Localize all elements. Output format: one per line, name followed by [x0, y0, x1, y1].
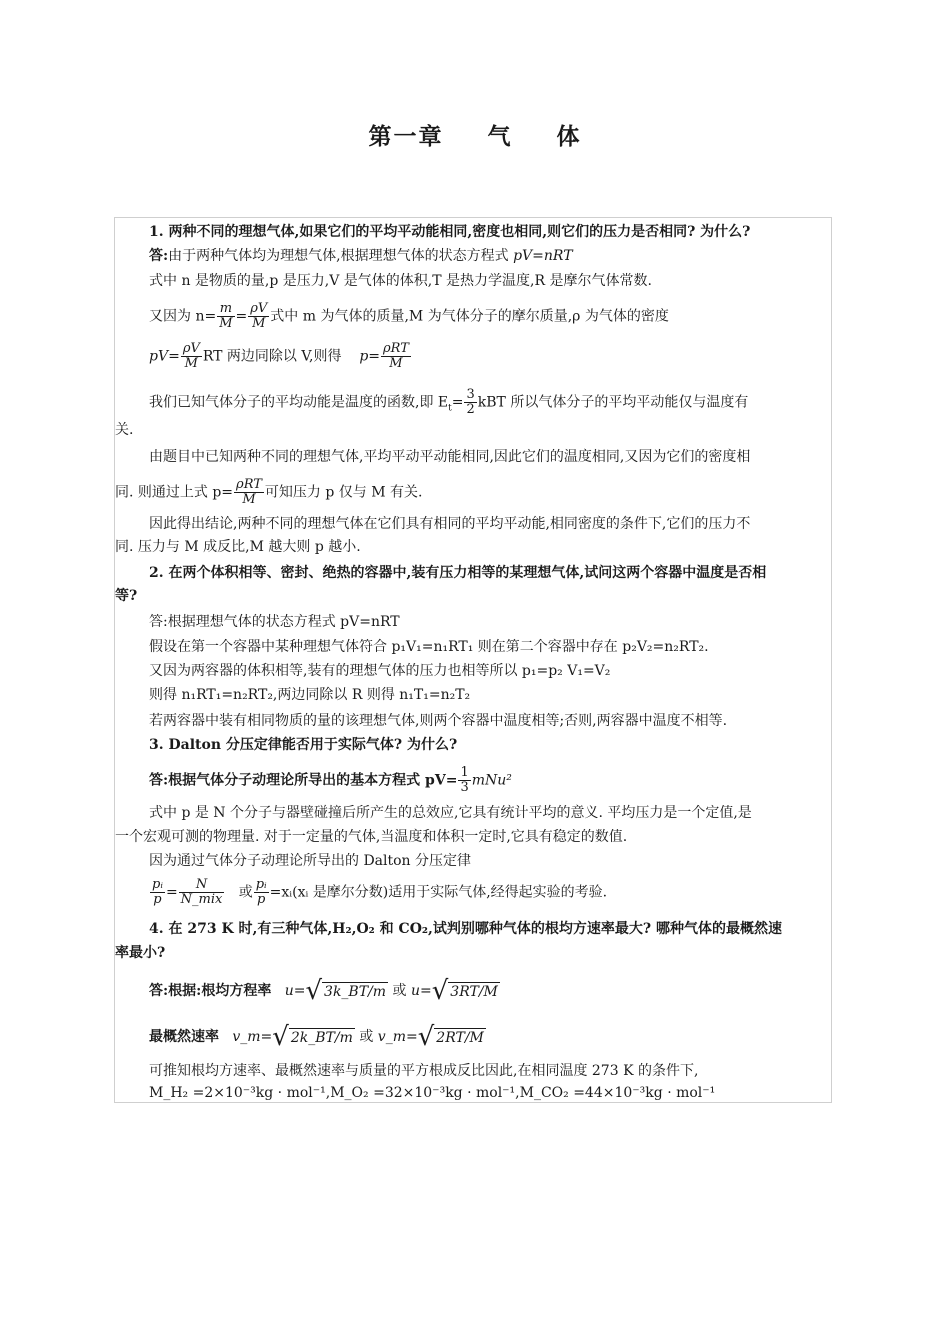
answer-4-molar-masses: M_H₂ =2×10⁻³kg · mol⁻¹,M_O₂ =32×10⁻³kg · mol⁻¹,M_CO₂ =44×10⁻³kg · mol⁻¹	[149, 1085, 716, 1101]
question-4: 4. 在 273 K 时,有三种气体,H₂,O₂ 和 CO₂,试判别哪种气体的根均方速率最大? 哪种气体的最概然速	[149, 921, 782, 937]
answer-1-line-2: 式中 n 是物质的量,p 是压力,V 是气体的体积,T 是热力学温度,R 是摩尔气体常数.	[149, 273, 652, 289]
answer-4-rms: 答:根据:根均方程率 u=√ 3k_BT/m 或 u=√ 3RT/M	[149, 976, 498, 1006]
answer-1-line-5: 我们已知气体分子的平均动能是温度的函数,即 $E_t=$ $\frac{3}{2}$ kBT 所以气体分子的平均平动能仅与温度有	[149, 387, 749, 417]
fraction-N-over-Nmix: $\frac{N}{\text{N\_mix}}$	[180, 877, 223, 907]
chapter-title-char-1: 气	[487, 123, 513, 150]
answer-2-line-1: 假设在第一个容器中某种理想气体符合 p₁V₁=n₁RT₁ 则在第二个容器中存在 p₂V₂=n₂RT₂.	[149, 639, 709, 655]
answer-3-line-1: 式中 p 是 N 个分子与器壁碰撞后所产生的总效应,它具有统计平均的意义. 平均压力是一个定值,是	[149, 805, 752, 821]
fraction-rhoRT-over-M: $\frac{\text{ρRT}}{M}$	[383, 341, 409, 371]
answer-1-line-6: 由题目中已知两种不同的理想气体,平均平动平动能相同,因此它们的温度相同,又因为它们的密度相	[149, 449, 751, 465]
fraction-3-over-2: $\frac{3}{2}$	[466, 387, 475, 417]
answer-2-line-3: 则得 n₁RT₁=n₂RT₂,两边同除以 R 则得 n₁T₁=n₂T₂	[149, 687, 471, 703]
sqrt-3kBT-over-m: √ 3k_BT/m	[305, 976, 387, 1006]
ideal-gas-equation: pV=nRT	[513, 248, 573, 264]
answer-3-intro: 答:根据气体分子动理论所导出的基本方程式 pV= $\frac{1}{3}$ mNu²	[149, 765, 512, 795]
sqrt-3RT-over-M: √ 3RT/M	[431, 976, 498, 1006]
sqrt-2kBT-over-m: √ 2k_BT/m	[272, 1022, 353, 1052]
fraction-pi-over-p-2: $\frac{\text{pᵢ}}{p}$	[255, 877, 267, 907]
answer-1-line-9: 同. 压力与 M 成反比,M 越大则 p 越小.	[115, 539, 361, 555]
question-3: 3. Dalton 分压定律能否用于实际气体? 为什么?	[149, 737, 458, 753]
sqrt-2RT-over-M: √ 2RT/M	[417, 1022, 484, 1052]
fraction-1-over-3: $\frac{1}{3}$	[460, 765, 469, 795]
fraction-m-over-M: $\frac{m}{M}$	[219, 301, 233, 331]
answer-1-line-8: 因此得出结论,两种不同的理想气体在它们具有相同的平均平动能,相同密度的条件下,它们的压力不	[149, 516, 751, 532]
question-4-tail: 率最小?	[115, 945, 166, 961]
chapter-number: 第一章	[368, 123, 444, 150]
question-2-tail: 等?	[115, 588, 138, 604]
chapter-title-char-2: 体	[556, 123, 582, 150]
answer-3-line-2: 一个宏观可测的物理量. 对于一定量的气体,当温度和体积一定时,它具有稳定的数值.	[115, 829, 628, 845]
answer-1-line-5-tail: 关.	[115, 422, 134, 438]
answer-2-line-4: 若两容器中装有相同物质的量的该理想气体,则两个容器中温度相等;否则,两容器中温度不相等.	[149, 713, 728, 729]
answer-1-line-3: 又因为 n= $\frac{m}{M}$ = $\frac{\rho V}{M}$ 式中 m 为气体的质量,M 为气体分子的摩尔质量,ρ 为气体的密度	[149, 301, 669, 331]
answer-1-line-4: pV= $\frac{\rho V}{M}$ RT 两边同除以 V,则得 p= $\frac{\text{ρRT}}{M}$	[149, 341, 409, 371]
question-2: 2. 在两个体积相等、密封、绝热的容器中,装有压力相等的某理想气体,试问这两个容器中温度是否相	[149, 565, 767, 581]
fraction-rhoRT-over-M-2: $\frac{\text{ρRT}}{M}$	[236, 477, 262, 507]
answer-2-intro: 答:根据理想气体的状态方程式 pV=nRT	[149, 614, 400, 630]
fraction-rhoV-over-M: $\frac{\rho V}{M}$	[250, 301, 268, 331]
answer-3-line-4: $\frac{\text{pᵢ}}{p}$ = $\frac{N}{\text{N\_mix}}$ 或 $\frac{\text{pᵢ}}{p}$ =xᵢ(xᵢ 是摩尔分数)适用于实际气体,经得起实验的考验.	[152, 877, 608, 907]
fraction-rhoV-over-M-2: $\frac{\rho V}{M}$	[182, 341, 200, 371]
chapter-title	[0, 118, 950, 151]
question-1: 1. 两种不同的理想气体,如果它们的平均平动能相同,密度也相同,则它们的压力是否相同? 为什么?	[149, 224, 751, 240]
fraction-pi-over-p: $\frac{\text{pᵢ}}{p}$	[152, 877, 163, 907]
answer-3-line-3: 因为通过气体分子动理论所导出的 Dalton 分压定律	[149, 853, 472, 869]
content-box	[114, 217, 832, 1103]
answer-1-intro: 答:由于两种气体均为理想气体,根据理想气体的状态方程式 pV=nRT	[149, 248, 573, 264]
answer-4-most-probable: 最概然速率 v_m=√ 2k_BT/m 或 v_m=√ 2RT/M	[149, 1022, 484, 1052]
answer-1-line-7: 同. 则通过上式 p= $\frac{\text{ρRT}}{M}$ 可知压力 p 仅与 M 有关.	[115, 477, 423, 507]
answer-2-line-2: 又因为两容器的体积相等,装有的理想气体的压力也相等所以 p₁=p₂ V₁=V₂	[149, 663, 611, 679]
answer-4-line-1: 可推知根均方速率、最概然速率与质量的平方根成反比因此,在相同温度 273 K 的条件下,	[149, 1063, 699, 1079]
